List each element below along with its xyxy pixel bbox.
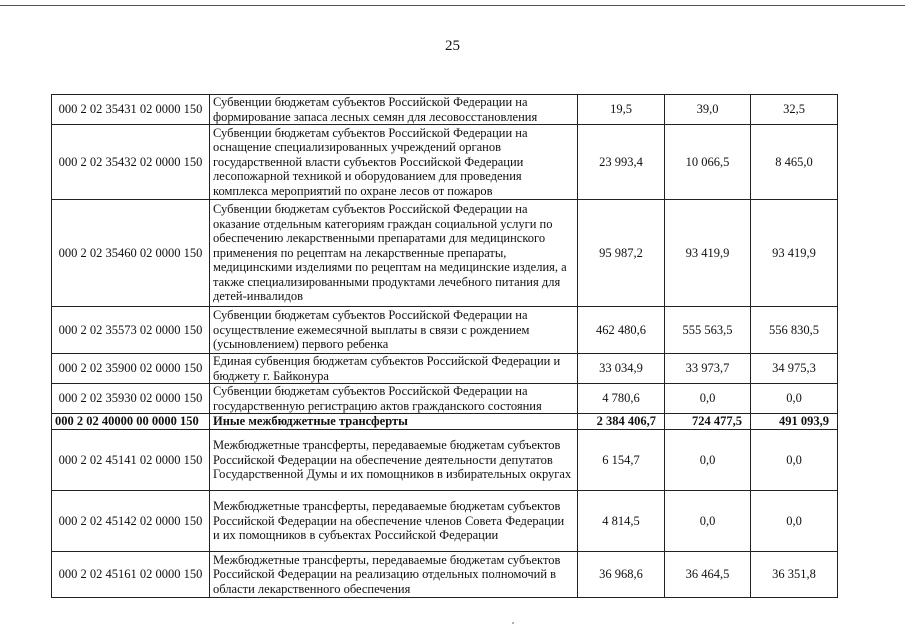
budget-code: 000 2 02 35930 02 0000 150 — [52, 384, 210, 414]
budget-code: 000 2 02 35460 02 0000 150 — [52, 200, 210, 307]
value-year-2: 33 973,7 — [665, 354, 751, 384]
value-year-1: 36 968,6 — [578, 552, 665, 598]
revenue-name: Субвенции бюджетам субъектов Российской Федерации на оказание отдельным категориям граждан социальной услуги по обеспечению лекарственными препаратами для медицинского применения по рецептам на лекарственные препараты, медицинскими изделиями по рецептам на медицинские изделия, а также специализированными продуктами лечебного питания для детей-инвалидов — [210, 200, 578, 307]
value-year-3: 34 975,3 — [751, 354, 838, 384]
value-year-1: 6 154,7 — [578, 430, 665, 491]
table-row — [52, 552, 838, 598]
value-year-2: 555 563,5 — [665, 307, 751, 354]
value-year-3: 0,0 — [751, 491, 838, 552]
value-year-1: 4 814,5 — [578, 491, 665, 552]
revenue-name: Субвенции бюджетам субъектов Российской Федерации на осуществление ежемесячной выплаты в связи с рождением (усыновлением) первого ребенка — [210, 307, 578, 354]
top-border-line — [0, 5, 905, 6]
value-year-2: 10 066,5 — [665, 125, 751, 200]
value-year-3: 0,0 — [751, 430, 838, 491]
table-row — [52, 307, 838, 354]
value-year-2: 93 419,9 — [665, 200, 751, 307]
budget-table — [51, 94, 838, 598]
budget-code: 000 2 02 45142 02 0000 150 — [52, 491, 210, 552]
table-row — [52, 95, 838, 125]
revenue-name: Субвенции бюджетам субъектов Российской Федерации на оснащение специализированных учреждений органов государственной власти субъектов Российской Федерации лесопожарной техникой и оборудованием для проведения комплекса мероприятий по охране лесов от пожаров — [210, 125, 578, 200]
revenue-name: Субвенции бюджетам субъектов Российской Федерации на формирование запаса лесных семян для лесовосстановления — [210, 95, 578, 125]
table-row — [52, 354, 838, 384]
value-year-3: 491 093,9 — [751, 414, 838, 430]
value-year-3: 93 419,9 — [751, 200, 838, 307]
value-year-3: 0,0 — [751, 384, 838, 414]
scan-artifact-dot — [512, 622, 514, 624]
value-year-3: 32,5 — [751, 95, 838, 125]
value-year-1: 33 034,9 — [578, 354, 665, 384]
table-row — [52, 430, 838, 491]
value-year-2: 0,0 — [665, 491, 751, 552]
revenue-name: Межбюджетные трансферты, передаваемые бюджетам субъектов Российской Федерации на реализацию отдельных полномочий в области лекарственного обеспечения — [210, 552, 578, 598]
table-row — [52, 200, 838, 307]
value-year-1: 95 987,2 — [578, 200, 665, 307]
budget-code: 000 2 02 45161 02 0000 150 — [52, 552, 210, 598]
value-year-3: 8 465,0 — [751, 125, 838, 200]
value-year-1: 462 480,6 — [578, 307, 665, 354]
revenue-name: Межбюджетные трансферты, передаваемые бюджетам субъектов Российской Федерации на обеспечение деятельности депутатов Государственной Думы и их помощников в избирательных округах — [210, 430, 578, 491]
value-year-1: 2 384 406,7 — [578, 414, 665, 430]
value-year-3: 36 351,8 — [751, 552, 838, 598]
budget-code: 000 2 02 40000 00 0000 150 — [52, 414, 210, 430]
budget-code: 000 2 02 35431 02 0000 150 — [52, 95, 210, 125]
value-year-2: 0,0 — [665, 430, 751, 491]
value-year-2: 724 477,5 — [665, 414, 751, 430]
table-row-section-total — [52, 414, 838, 430]
value-year-2: 0,0 — [665, 384, 751, 414]
revenue-name: Межбюджетные трансферты, передаваемые бюджетам субъектов Российской Федерации на обеспечение членов Совета Федерации и их помощников в субъектах Российской Федерации — [210, 491, 578, 552]
table-row — [52, 491, 838, 552]
budget-code: 000 2 02 35432 02 0000 150 — [52, 125, 210, 200]
value-year-3: 556 830,5 — [751, 307, 838, 354]
value-year-1: 19,5 — [578, 95, 665, 125]
table-row — [52, 384, 838, 414]
revenue-name: Единая субвенция бюджетам субъектов Российской Федерации и бюджету г. Байконура — [210, 354, 578, 384]
budget-code: 000 2 02 45141 02 0000 150 — [52, 430, 210, 491]
budget-code: 000 2 02 35573 02 0000 150 — [52, 307, 210, 354]
budget-code: 000 2 02 35900 02 0000 150 — [52, 354, 210, 384]
value-year-1: 4 780,6 — [578, 384, 665, 414]
revenue-name: Иные межбюджетные трансферты — [210, 414, 578, 430]
table-row — [52, 125, 838, 200]
page-number: 25 — [445, 38, 460, 54]
value-year-2: 36 464,5 — [665, 552, 751, 598]
value-year-2: 39,0 — [665, 95, 751, 125]
revenue-name: Субвенции бюджетам субъектов Российской Федерации на государственную регистрацию актов гражданского состояния — [210, 384, 578, 414]
value-year-1: 23 993,4 — [578, 125, 665, 200]
